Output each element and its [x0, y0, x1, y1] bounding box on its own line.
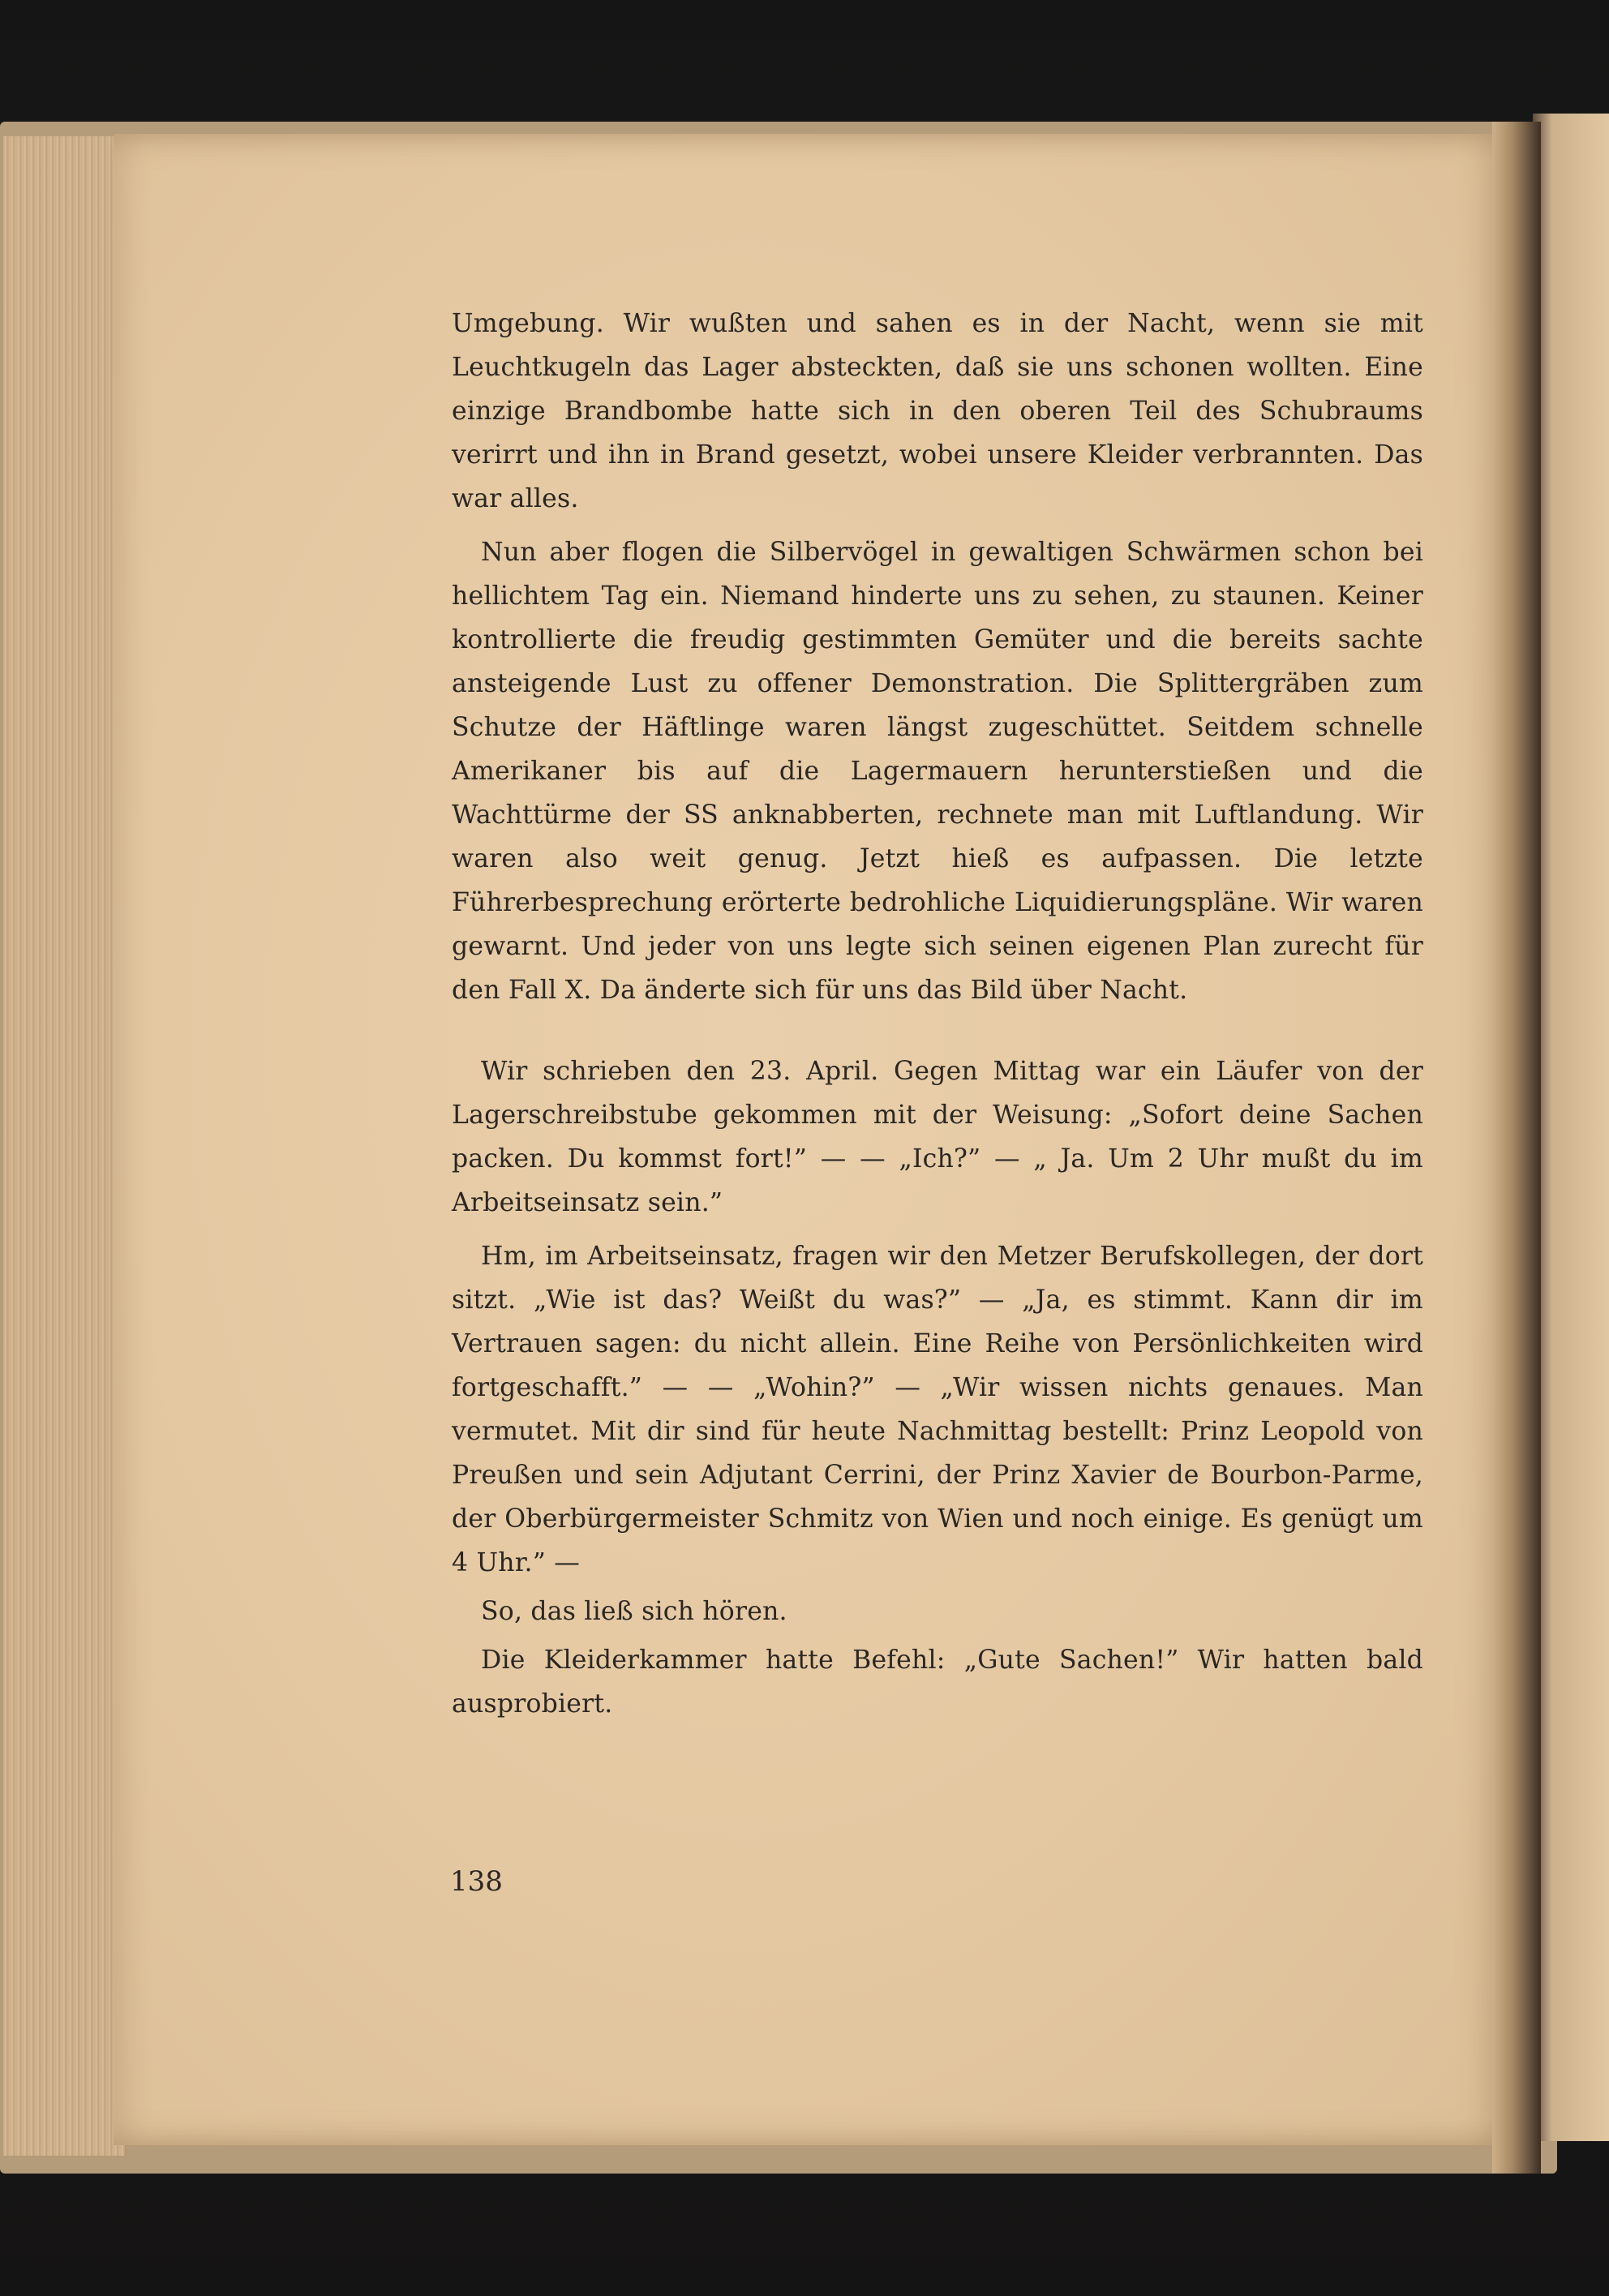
paragraph-2: Nun aber flogen die Silbervögel in gewaltigen Schwärmen schon bei hellichtem Tag ein. Niemand hinderte uns zu sehen, zu staunen. Keiner kontrollierte die freudig gestimmten Gemüter und die bereits sachte ansteigende Lust zu offener Demonstration. Die Splittergräben zum Schutze der Häftlinge waren längst zugeschüttet. Seitdem schnelle Amerikaner bis auf die Lagermauern herunterstießen und die Wachttürme der SS anknabberten, rechnete man mit Luftlandung. Wir waren also weit genug. Jetzt hieß es aufpassen. Die letzte Führerbesprechung erörterte bedrohliche Liquidierungspläne. Wir waren gewarnt. Und jeder von uns legte sich seinen eigenen Plan zurecht für den Fall X. Da änderte sich für uns das Bild über Nacht.	[452, 538, 1423, 1005]
paragraph-4: Hm, im Arbeitseinsatz, fragen wir den Metzer Berufskollegen, der dort sitzt. „Wie ist das? Weißt du was?” — „Ja, es stimmt. Kann dir im Vertrauen sagen: du nicht allein. Eine Reihe von Persönlichkeiten wird fortgeschafft.” — — „Wohin?” — „Wir wissen nichts genaues. Man vermutet. Mit dir sind für heute Nachmittag bestellt: Prinz Leopold von Preußen und sein Adjutant Cerrini, der Prinz Xavier de Bourbon-Parme, der Oberbürgermeister Schmitz von Wien und noch einige. Es genügt um 4 Uhr.” —	[452, 1242, 1423, 1577]
book-gutter	[1492, 122, 1541, 2174]
facing-page-edge	[1533, 114, 1609, 2141]
page-edges	[3, 136, 127, 2156]
paragraph-1: Umgebung. Wir wußten und sahen es in der Nacht, wenn sie mit Leuchtkugeln das Lager absteckten, daß sie uns schonen wollten. Eine einzige Brandbombe hatte sich in den oberen Teil des Schubraums verirrt und ihn in Brand gesetzt, wobei unsere Kleider verbrannten. Das war alles.	[452, 309, 1423, 513]
page-number: 138	[450, 1865, 503, 1898]
paragraph-3: Wir schrieben den 23. April. Gegen Mittag war ein Läufer von der Lagerschreibstube gekommen mit der Weisung: „Sofort deine Sachen packen. Du kommst fort!” — — „Ich?” — „ Ja. Um 2 Uhr mußt du im Arbeitseinsatz sein.”	[452, 1057, 1423, 1217]
paragraph-6: Die Kleiderkammer hatte Befehl: „Gute Sachen!” Wir hatten bald ausprobiert.	[452, 1646, 1423, 1719]
body-text	[452, 302, 1423, 1726]
paragraph-5: So, das ließ sich hören.	[481, 1597, 787, 1626]
